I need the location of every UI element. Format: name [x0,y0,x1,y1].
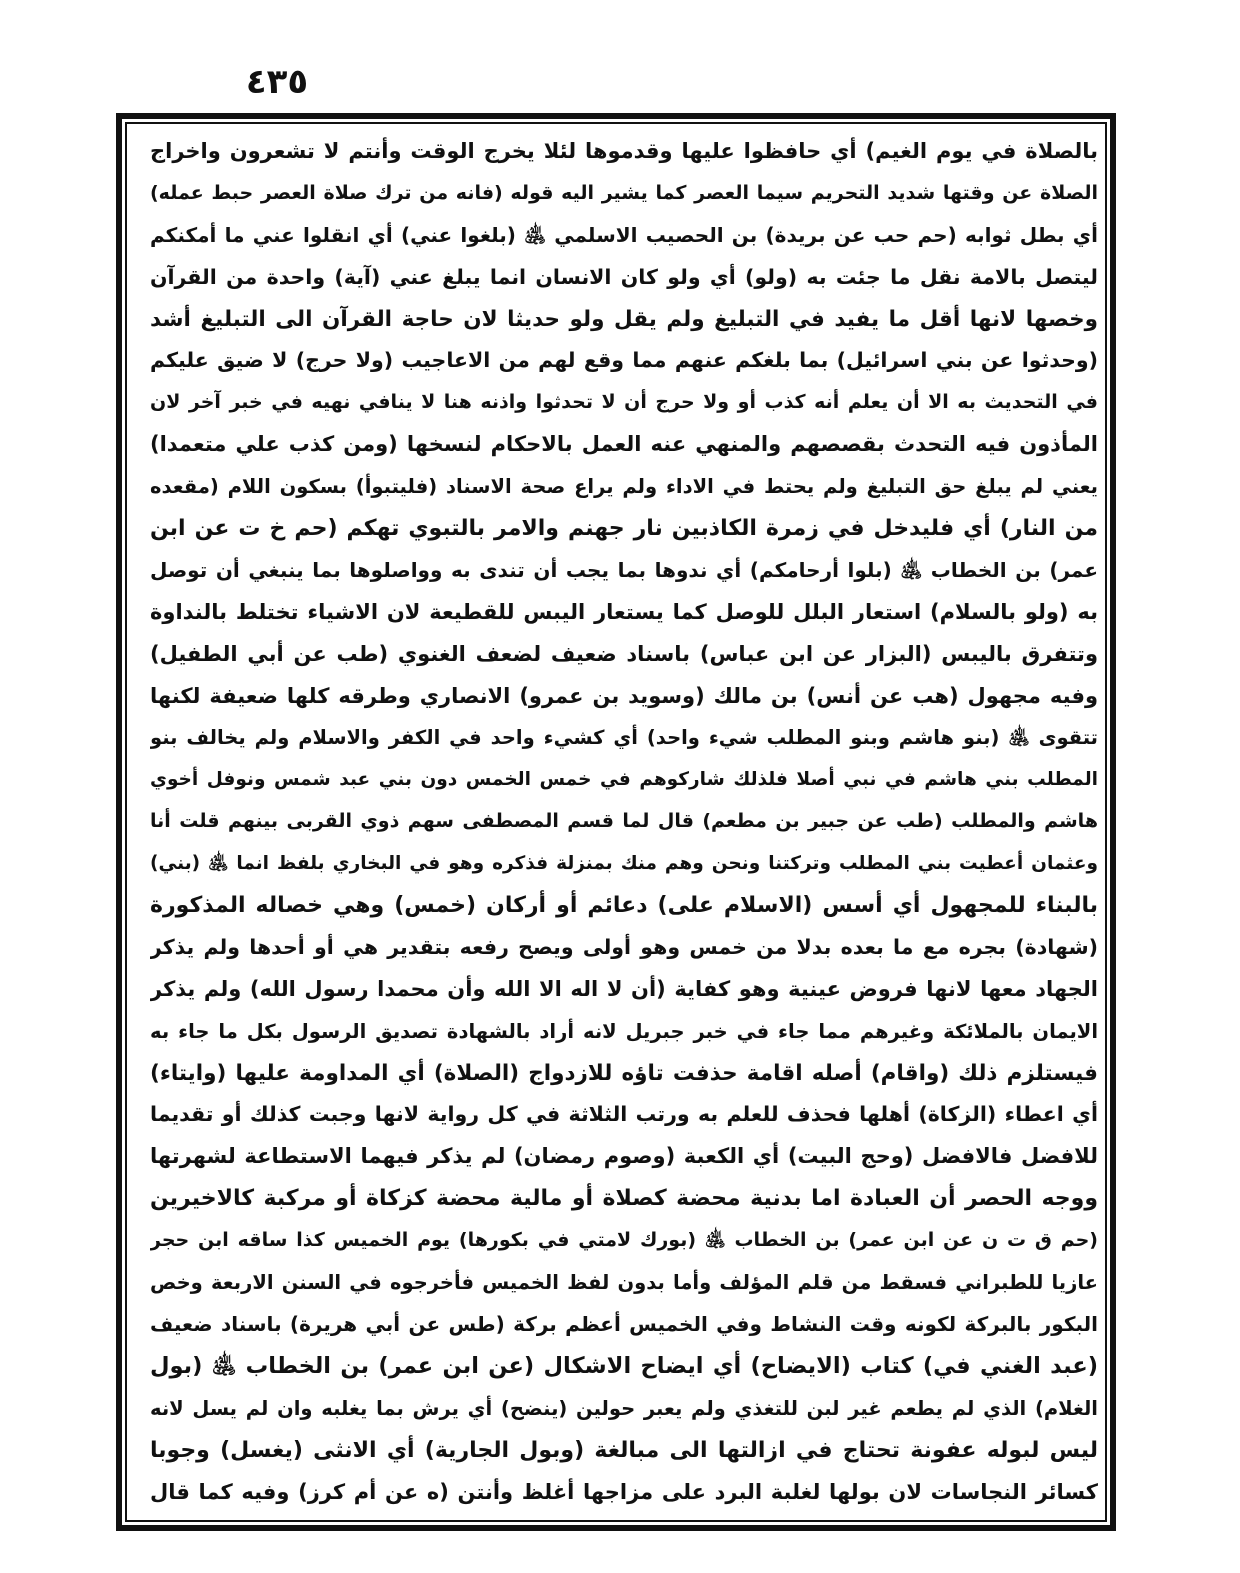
text-line: البكور بالبركة لكونه وقت النشاط وفي الخميس أعظم بركة (طس عن أبي هريرة) باسناد ضعيف [150,1311,1098,1336]
text-line: الجهاد معها لانها فروض عينية وهو كفاية (أن لا اله الا الله وأن محمدا رسول الله) ولم يذكر [150,976,1098,1001]
text-line: أي بطل ثوابه (حم حب عن بريدة) بن الحصيب الاسلمي ﵁ (بلغوا عني) أي انقلوا عني ما أمكنكم [150,222,1098,247]
text-line: من النار) أي فليدخل في زمرة الكاذبين نار جهنم والامر بالتبوي تهكم (حم خ ت عن ابن [150,516,1098,542]
text-line: فيستلزم ذلك (واقام) أصله اقامة حذفت تاؤه للازدواج (الصلاة) أي المداومة عليها (وايتاء) [150,1060,1098,1086]
text-line: هاشم والمطلب (طب عن جبير بن مطعم) قال لما قسم المصطفى سهم ذوي القربى بينهم قلت أنا [150,810,1098,833]
text-line: ليتصل بالامة نقل ما جئت به (ولو) أي ولو كان الانسان انما يبلغ عني (آية) واحدة من القرآن [150,264,1098,289]
text-line: في التحديث به الا أن يعلم أنه كذب أو ولا حرج أن لا تحدثوا واذنه هنا لا ينافي نهيه في خبر آخر لان [150,391,1098,414]
page-number: ٤٣٥ [245,62,309,102]
text-line: تتقوى ﵁ (بنو هاشم وبنو المطلب شيء واحد) أي كشيء واحد في الكفر والاسلام ولم يخالف بنو [150,726,1098,750]
text-line: (عبد الغني في) كتاب (الايضاح) أي ايضاح الاشكال (عن ابن عمر) بن الخطاب ﵁ (بول [150,1352,1098,1379]
text-line: وتتفرق باليبس (البزار عن ابن عباس) باسناد ضعيف لضعف الغنوي (طب عن أبي الطفيل) [150,641,1098,666]
text-line: (شهادة) بجره مع ما بعده بدلا من خمس وهو أولى ويصح رفعه بتقدير هي أو أحدها ولم يذكر [150,934,1098,959]
text-line: أي اعطاء (الزكاة) أهلها فحذف للعلم به ورتب الثلاثة في كل رواية لانها وجبت كذلك أو تقديما [150,1102,1098,1127]
text-line: به (ولو بالسلام) استعار البلل للوصل كما يستعار اليبس للقطيعة لان الاشياء تختلط بالنداوة [150,599,1098,624]
text-line: وفيه مجهول (هب عن أنس) بن مالك (وسويد بن عمرو) الانصاري وطرقه كلها ضعيفة لكنها [150,683,1098,708]
text-line: وعثمان أعطيت بني المطلب وتركتنا ونحن وهم منك بمنزلة فذكره وهو في البخاري بلفظ انما ﵁ (بني) [150,853,1098,875]
text-line: المطلب بني هاشم في نبي أصلا فلذلك شاركوهم في خمس الخمس دون بني عبد شمس ونوفل أخوي [150,769,1098,791]
text-line: بالبناء للمجهول أي أسس (الاسلام على) دعائم أو أركان (خمس) وهي خصاله المذكورة [150,893,1098,919]
text-line: المأذون فيه التحدث بقصصهم والمنهي عنه العمل بالاحكام لنسخها (ومن كذب علي متعمدا) [150,432,1098,457]
text-line: للافضل فالافضل (وحج البيت) أي الكعبة (وصوم رمضان) لم يذكر فيهما الاستطاعة لشهرتها [150,1144,1098,1169]
text-line: وخصها لانها أقل ما يفيد في التبليغ ولم يقل ولو حديثا لان حاجة القرآن الى التبليغ أشد [150,306,1098,332]
text-line: عمر) بن الخطاب ﵁ (بلوا أرحامكم) أي ندوها بما يجب أن تندى به وواصلوها بما ينبغي أن توصل [150,557,1098,582]
text-line: ليس لبوله عفونة تحتاج في ازالتها الى مبالغة (وبول الجارية) أي الانثى (يغسل) وجوبا [150,1437,1098,1463]
text-line: بالصلاة في يوم الغيم) أي حافظوا عليها وقدموها لئلا يخرج الوقت وأنتم لا تشعرون واخراج [150,139,1098,163]
text-line: كسائر النجاسات لان بولها لغلبة البرد على مزاجها أغلظ وأنتن (ه عن أم كرز) وفيه كما قال [150,1479,1098,1504]
text-line: الايمان بالملائكة وغيرهم مما جاء في خبر جبريل لانه أراد بالشهادة تصديق الرسول بكل ما جاء به [150,1019,1098,1043]
text-line: الصلاة عن وقتها شديد التحريم سيما العصر كما يشير اليه قوله (فانه من ترك صلاة العصر حبط عمله) [150,181,1098,204]
text-block [150,131,1098,1513]
text-line: عازيا للطبراني فسقط من قلم المؤلف وأما بدون لفظ الخميس فأخرجوه في السنن الاربعة وخص [150,1271,1098,1295]
text-line: يعني لم يبلغ حق التبليغ ولم يحتط في الاداء ولم يراع صحة الاسناد (فليتبوأ) بسكون اللام (مقعده [150,475,1098,499]
text-line: (حم ق ت ن عن ابن عمر) بن الخطاب ﵁ (بورك لامتي في بكورها) يوم الخميس كذا ساقه ابن حجر [150,1229,1098,1252]
text-line: ووجه الحصر أن العبادة اما بدنية محضة كصلاة أو مالية محضة كزكاة أو مركبة كالاخيرين [150,1186,1098,1212]
text-line: الغلام) الذي لم يطعم غير لبن للتغذي ولم يعبر حولين (ينضح) أي يرش بما يغلبه وان لم يسل لانه [150,1396,1098,1420]
text-line: (وحدثوا عن بني اسرائيل) بما بلغكم عنهم مما وقع لهم من الاعاجيب (ولا حرج) لا ضيق عليكم [150,348,1098,373]
